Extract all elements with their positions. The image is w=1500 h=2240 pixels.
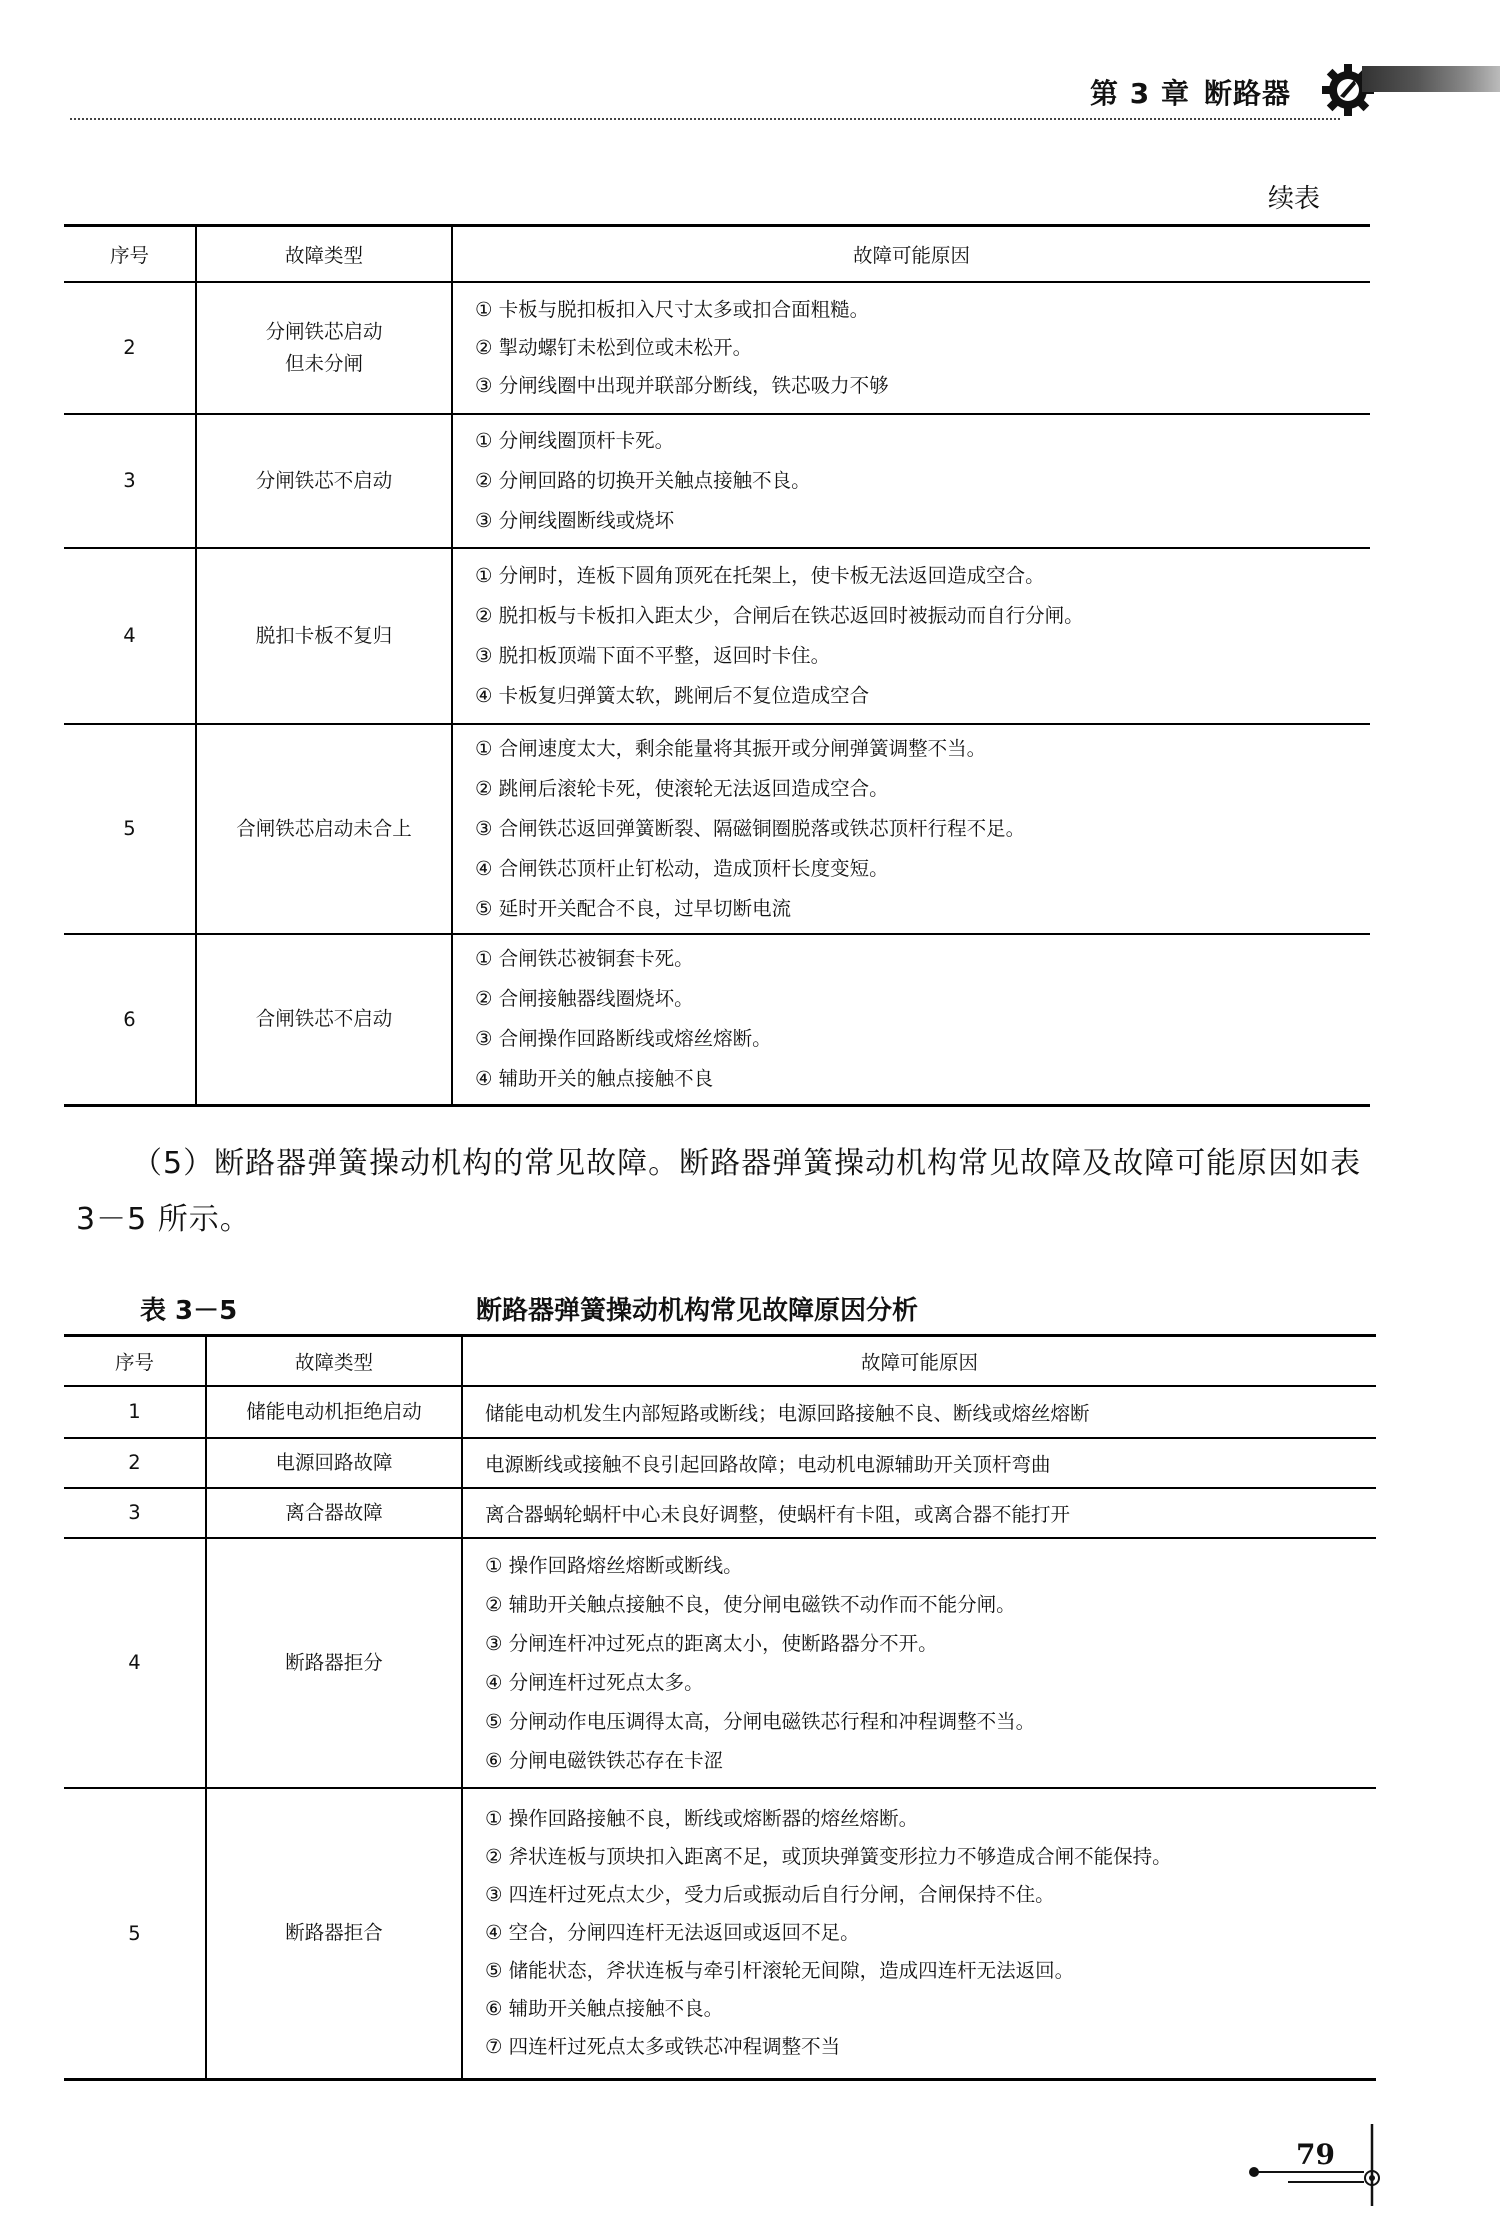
table-row: [64, 414, 1370, 548]
fault-table-continued: [64, 224, 1370, 1107]
row-causes: ① 卡板与脱扣板扣入尺寸太多或扣合面粗糙。 ② 掣动螺钉未松到位或未松开。 ③ 分闸线圈中出现并联部分断线，铁芯吸力不够: [452, 282, 1370, 414]
row-causes: ① 操作回路接触不良，断线或熔断器的熔丝熔断。 ② 斧状连板与顶块扣入距离不足，或顶块弹簧变形拉力不够造成合闸不能保持。 ③ 四连杆过死点太少，受力后或振动后自行分闸，合闸保持不住。 ④ 空合，分闸四连杆无法返回或返回不足。 ⑤ 储能状态，斧状连板与牵引杆滚轮无间隙，造成四连杆无法返回。 ⑥ 辅助开关触点接触不良。 ⑦ 四连杆过死点太多或铁芯冲程调整不当: [462, 1788, 1376, 2080]
row-type: 储能电动机拒绝启动: [206, 1386, 462, 1438]
header-causes: 故障可能原因: [452, 226, 1370, 282]
table-row: [64, 1538, 1376, 1788]
row-type: 脱扣卡板不复归: [196, 548, 452, 724]
page-number: 79: [1296, 2138, 1335, 2171]
header-bar: [1362, 66, 1500, 92]
row-no: 5: [64, 724, 196, 934]
header-no: 序号: [64, 1336, 206, 1386]
row-no: 2: [64, 1438, 206, 1488]
row-type: 合闸铁芯启动未合上: [196, 724, 452, 934]
header-causes: 故障可能原因: [462, 1336, 1376, 1386]
table-caption-number: 表 3－5: [140, 1296, 238, 1326]
row-causes: ① 合闸速度太大，剩余能量将其振开或分闸弹簧调整不当。 ② 跳闸后滚轮卡死，使滚轮无法返回造成空合。 ③ 合闸铁芯返回弹簧断裂、隔磁铜圈脱落或铁芯顶杆行程不足。 ④ 合闸铁芯顶杆止钉松动，造成顶杆长度变短。 ⑤ 延时开关配合不良，过早切断电流: [452, 724, 1370, 934]
row-causes: 离合器蜗轮蜗杆中心未良好调整，使蜗杆有卡阻，或离合器不能打开: [462, 1488, 1376, 1538]
row-type: 断路器拒分: [206, 1538, 462, 1788]
row-no: 3: [64, 1488, 206, 1538]
row-no: 4: [64, 1538, 206, 1788]
row-type: 分闸铁芯不启动: [196, 414, 452, 548]
table-header-row: [64, 1336, 1376, 1386]
table-header-row: [64, 226, 1370, 282]
continued-label: 续表: [1268, 184, 1321, 214]
row-no: 6: [64, 934, 196, 1106]
table-row: [64, 1386, 1376, 1438]
row-type: 离合器故障: [206, 1488, 462, 1538]
header-type: 故障类型: [206, 1336, 462, 1386]
row-causes: 储能电动机发生内部短路或断线；电源回路接触不良、断线或熔丝熔断: [462, 1386, 1376, 1438]
row-type: 断路器拒合: [206, 1788, 462, 2080]
row-causes: 电源断线或接触不良引起回路故障；电动机电源辅助开关顶杆弯曲: [462, 1438, 1376, 1488]
row-causes: ① 分闸线圈顶杆卡死。 ② 分闸回路的切换开关触点接触不良。 ③ 分闸线圈断线或烧坏: [452, 414, 1370, 548]
table-row: [64, 1788, 1376, 2080]
row-no: 5: [64, 1788, 206, 2080]
table-row: [64, 1438, 1376, 1488]
header-no: 序号: [64, 226, 196, 282]
table-row: [64, 724, 1370, 934]
running-header: [1090, 72, 1305, 112]
row-type: 合闸铁芯不启动: [196, 934, 452, 1106]
header-type: 故障类型: [196, 226, 452, 282]
table-row: [64, 1488, 1376, 1538]
chapter-title: 断路器: [1203, 77, 1291, 110]
chapter-label: 第 3 章: [1090, 77, 1190, 110]
row-no: 2: [64, 282, 196, 414]
table-caption-title: 断路器弹簧操动机构常见故障原因分析: [476, 1296, 919, 1326]
table-row: [64, 282, 1370, 414]
row-type: 电源回路故障: [206, 1438, 462, 1488]
table-row: [64, 934, 1370, 1106]
row-causes: ① 分闸时，连板下圆角顶死在托架上，使卡板无法返回造成空合。 ② 脱扣板与卡板扣入距太少，合闸后在铁芯返回时被振动而自行分闸。 ③ 脱扣板顶端下面不平整，返回时卡住。 ④ 卡板复归弹簧太软，跳闸后不复位造成空合: [452, 548, 1370, 724]
header-dotted-rule: [70, 118, 1340, 120]
row-no: 4: [64, 548, 196, 724]
table-row: [64, 548, 1370, 724]
body-paragraph: （5）断路器弹簧操动机构的常见故障。断路器弹簧操动机构常见故障及故障可能原因如表 3－5 所示。: [76, 1146, 1362, 1237]
row-no: 3: [64, 414, 196, 548]
row-causes: ① 操作回路熔丝熔断或断线。 ② 辅助开关触点接触不良，使分闸电磁铁不动作而不能分闸。 ③ 分闸连杆冲过死点的距离太小，使断路器分不开。 ④ 分闸连杆过死点太多。 ⑤ 分闸动作电压调得太高，分闸电磁铁芯行程和冲程调整不当。 ⑥ 分闸电磁铁铁芯存在卡涩: [462, 1538, 1376, 1788]
row-causes: ① 合闸铁芯被铜套卡死。 ② 合闸接触器线圈烧坏。 ③ 合闸操作回路断线或熔丝熔断。 ④ 辅助开关的触点接触不良: [452, 934, 1370, 1106]
row-no: 1: [64, 1386, 206, 1438]
row-type: 分闸铁芯启动 但未分闸: [196, 282, 452, 414]
fault-table-3-5: [64, 1334, 1376, 2081]
